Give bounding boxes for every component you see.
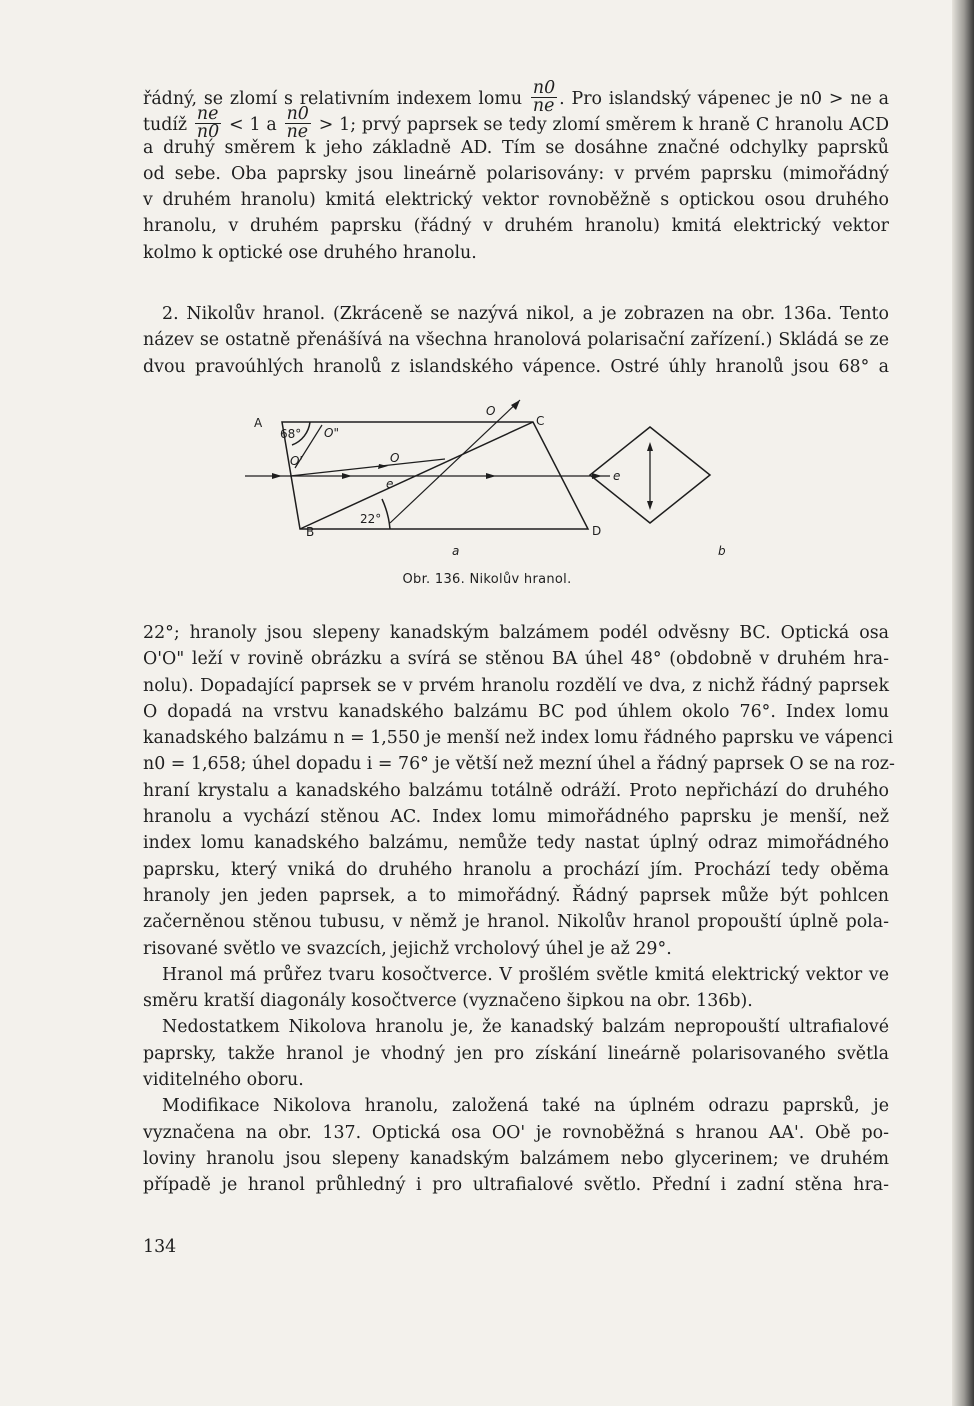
label-b: B xyxy=(306,525,315,539)
text-block-nikol-intro xyxy=(143,301,889,380)
label-e-mid: e xyxy=(386,477,394,491)
text-line: a druhý směrem k jeho základně AD. Tím se dosáhne značné odchylky paprsků xyxy=(143,137,889,158)
fraction-n0-over-ne-2: $\frac{n0}{ne}$ xyxy=(286,104,309,143)
text-line: 2. Nikolův hranol. (Zkráceně se nazývá nikol, a je zobrazen na obr. 136a. Tento xyxy=(162,304,889,324)
figure-caption: Obr. 136. Nikolův hranol. xyxy=(402,572,572,587)
text-line: dvou pravoúhlých hranolů z islandského vápence. Ostré úhly hranolů jsou 68° a xyxy=(143,356,889,377)
text-line: kolmo k optické ose druhého hranolu. xyxy=(143,242,477,263)
text-line: index lomu kanadského balzámu, nemůže tedy nastat úplný odraz mimořádného xyxy=(143,833,889,854)
fraction-n0-over-ne: $\frac{n0}{ne}$ xyxy=(532,78,556,116)
label-sub-a: a xyxy=(452,544,460,558)
text-line: paprsky, takže hranol je vhodný jen pro získání lineárně polarisovaného světla xyxy=(143,1043,889,1064)
label-d: D xyxy=(592,524,602,538)
label-a: A xyxy=(254,416,263,430)
arrow-e3 xyxy=(592,473,602,479)
page-edge-shadow xyxy=(952,0,974,1406)
text-line: Modifikace Nikolova hranolu, založená také na úplném odrazu paprsků, je xyxy=(162,1096,889,1117)
text-line: nolu). Dopadající paprsek se v prvém hranolu rozdělí ve dva, z nichž řádný paprsek xyxy=(143,675,889,696)
arrow-o-out xyxy=(511,400,520,410)
text-line: v druhém hranolu) kmitá elektrický vektor rovnoběžně s optickou osou druhého xyxy=(143,190,889,211)
text-line: n0 = 1,658; úhel dopadu i = 76° je větší než mezní úhel a řádný paprsek O se na roz- xyxy=(143,754,895,775)
text-block-main xyxy=(143,620,895,1199)
text-line: směru kratší diagonály kosočtverce (vyznačeno šipkou na obr. 136b). xyxy=(143,991,753,1012)
label-o-mid: O xyxy=(390,451,400,465)
label-angle-22: 22° xyxy=(360,512,382,526)
figure-nicol-prism xyxy=(240,395,740,565)
text-line: začerněnou stěnou tubusu, v němž je hranol. Nikolův hranol propouští úplně pola- xyxy=(143,912,889,933)
text-line: paprsku, který vniká do druhého hranolu a prochází jím. Prochází tedy oběma xyxy=(143,859,889,880)
arrow-in xyxy=(272,473,282,479)
text-line: O'O" leží v rovině obrázku a svírá se stěnou BA úhel 48° (obdobně v druhém hra- xyxy=(143,649,889,670)
text-line: hraní krystalu a kanadského balzámu totálně odráží. Proto nepřichází do druhého xyxy=(143,780,889,801)
text-line: hranoly jen jeden paprsek, a to mimořádný. Řádný paprsek může být pohlcen xyxy=(143,885,889,906)
label-o-top: O xyxy=(486,404,496,418)
label-o-double-prime: O" xyxy=(324,426,339,440)
text-line: viditelného oboru. xyxy=(143,1070,304,1091)
text-line: případě je hranol průhledný i pro ultrafialové světlo. Přední i zadní stěna hra- xyxy=(143,1175,889,1196)
arrow-up xyxy=(647,442,653,451)
arrow-o xyxy=(378,464,388,469)
text-line: název se ostatně přenášívá na všechna hranolová polarisační zařízení.) Skládá se ze xyxy=(143,330,889,351)
text-line: Nedostatkem Nikolova hranolu je, že kanadský balzám nepropouští ultrafialové xyxy=(162,1017,889,1038)
text-line: Hranol má průřez tvaru kosočtverce. V prošlém světle kmitá elektrický vektor ve xyxy=(162,964,889,985)
text-line: loviny hranolu jsou slepeny kanadským balzámem nebo glycerinem; ve druhém xyxy=(143,1148,889,1169)
angle-arc-b xyxy=(382,499,390,529)
label-o-prime: O' xyxy=(290,454,303,468)
text-line: hranolu, v druhém paprsku (řádný v druhém hranolu) kmitá elektrický vektor xyxy=(143,216,889,237)
arrow-e1 xyxy=(342,473,352,479)
label-angle-68: 68° xyxy=(280,427,302,441)
line-2: tudíž $\frac{ne}{n0}$ < 1 a $\frac{n0}{ne}$ > 1; prvý paprsek se tedy zlomí směrem k hraně C hranolu ACD xyxy=(143,104,890,143)
text-line: kanadského balzámu n = 1,550 je menší než index lomu řádného paprsku ve vápenci xyxy=(143,728,894,749)
arrow-e2 xyxy=(486,473,496,479)
text-line: 22°; hranoly jsou slepeny kanadským balzámem podél odvěsny BC. Optická osa xyxy=(143,623,889,643)
text-line: O dopadá na vrstvu kanadského balzámu BC pod úhlem okolo 76°. Index lomu xyxy=(143,701,889,722)
label-sub-b: b xyxy=(718,544,726,558)
ray-ordinary-reflected xyxy=(390,400,520,523)
label-e-right: e xyxy=(613,469,621,483)
text-line: vyznačena na obr. 137. Optická osa OO' je rovnoběžná s hranou AA'. Obě po- xyxy=(143,1122,889,1143)
page-number: 134 xyxy=(143,1237,177,1257)
arrow-down xyxy=(647,501,653,510)
text-line: od sebe. Oba paprsky jsou lineárně polarisovány: v prvém paprsku (mimořádný xyxy=(143,163,889,184)
label-c: C xyxy=(536,414,545,428)
text-line: risované světlo ve svazcích, jejichž vrcholový úhel je až 29°. xyxy=(143,938,672,959)
text-line: hranolu a vychází stěnou AC. Index lomu mimořádného paprsku je menší, než xyxy=(143,807,889,828)
text-block-top xyxy=(143,78,890,266)
fraction-ne-over-n0: $\frac{ne}{n0}$ xyxy=(196,104,220,143)
line-1: řádný, se zlomí s relativním indexem lomu $\frac{n0}{ne}$ . Pro islandský vápenec je n0 > ne a xyxy=(143,78,889,116)
